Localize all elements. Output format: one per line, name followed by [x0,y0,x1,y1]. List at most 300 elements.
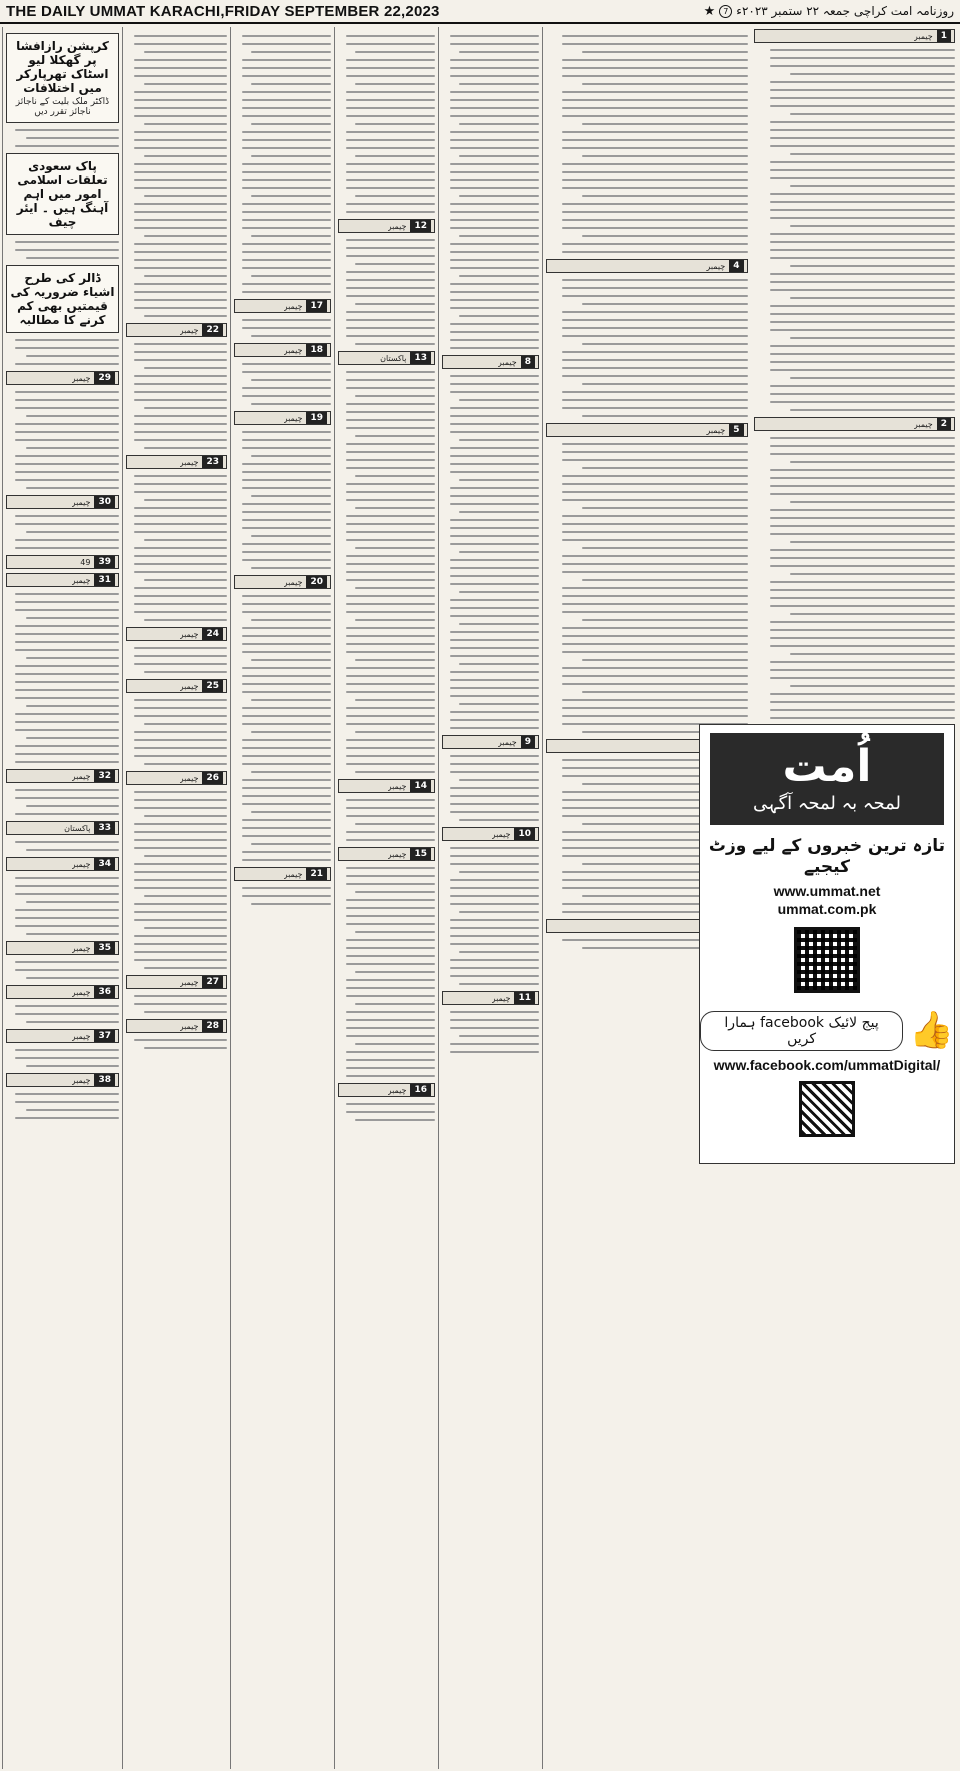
text-line [346,867,435,869]
text-line [450,99,539,101]
text-line [15,753,119,755]
text-line [450,1027,539,1029]
text-line [242,519,331,521]
text-line [134,823,227,825]
text-line [15,431,119,433]
text-line [15,797,119,799]
text-line [242,43,331,45]
text-line [15,347,119,349]
text-line [346,651,435,653]
text-line [450,763,539,765]
text-line [450,1051,539,1053]
text-line [26,977,119,979]
text-line [15,1013,119,1015]
text-line [346,915,435,917]
notice-number: 22 [202,324,223,336]
text-line [450,291,539,293]
text-line [450,927,539,929]
text-line [770,89,955,91]
notice-item [234,867,331,905]
notice-item [442,991,539,1053]
text-line [450,503,539,505]
notice-item [234,343,331,405]
text-line [450,283,539,285]
text-line [134,879,227,881]
text-line [562,399,747,401]
text-line [346,499,435,501]
text-line [459,703,539,705]
notice-title: چیمبر [71,575,91,585]
text-line [450,219,539,221]
text-line [242,99,331,101]
text-line [26,657,119,659]
text-line [450,943,539,945]
text-line [459,951,539,953]
text-line [242,395,331,397]
notice-number: 15 [410,848,431,860]
notice-title: چیمبر [179,681,199,691]
text-line [26,531,119,533]
text-line [15,813,119,815]
notice-item [338,351,435,773]
text-line [346,1035,435,1037]
text-line [134,903,227,905]
text-line [459,911,539,913]
text-line [15,1093,119,1095]
text-line [251,731,331,733]
notice-number: 9 [521,736,535,748]
text-line [134,259,227,261]
text-line [242,511,331,513]
text-line [242,779,331,781]
text-line [134,391,227,393]
ummat-logo [710,733,944,825]
headline-box-3 [6,265,119,333]
text-line [770,145,955,147]
text-line [450,679,539,681]
text-line [450,719,539,721]
text-line [346,715,435,717]
text-line [450,863,539,865]
text-line [346,1059,435,1061]
text-line [242,243,331,245]
text-line [790,225,955,227]
qr-code-icon [794,927,860,993]
notice-item [126,323,227,449]
text-line [15,713,119,715]
text-line [26,933,119,935]
headline-box-2 [6,153,119,235]
text-line [450,795,539,797]
text-line [346,211,435,213]
text-line [450,1019,539,1021]
text-line [242,895,331,897]
text-line [450,727,539,729]
notice-number: 31 [94,574,115,586]
notice-title: چیمبر [179,325,199,335]
text-line [346,947,435,949]
text-line [459,155,539,157]
notice-number: 25 [202,680,223,692]
website-link-2[interactable]: ummat.com.pk [777,901,877,917]
text-line [790,73,955,75]
text-line [134,35,227,37]
notice-title: چیمبر [497,737,517,747]
text-line [242,471,331,473]
notice-item [754,29,956,411]
text-line [15,439,119,441]
notice-title: چیمبر [71,373,91,383]
headline-text: ڈالر کی طرح اشیاء ضروریہ کی قیمتیں بھی کم کرنے کا مطالبہ [10,271,115,327]
text-line [562,351,747,353]
text-line [459,275,539,277]
text-line [15,423,119,425]
text-line [355,83,435,85]
text-line [790,153,955,155]
text-line [242,487,331,489]
text-line [450,471,539,473]
text-line [242,163,331,165]
text-line [15,129,119,131]
text-line [134,755,227,757]
text-line [770,549,955,551]
notice-number: 11 [514,992,535,1004]
text-line [562,43,747,45]
text-line [450,331,539,333]
text-line [134,343,227,345]
text-line [450,687,539,689]
notice-number: 39 [94,556,115,568]
text-line [562,611,747,613]
text-line [242,707,331,709]
text-line [562,219,747,221]
text-line [251,843,331,845]
text-line [242,803,331,805]
text-line [346,995,435,997]
text-line [582,619,747,621]
text-line [450,67,539,69]
text-line [26,487,119,489]
facebook-like-text: ہمارا facebook پیج لائیک کریں [700,1011,903,1051]
text-line [562,635,747,637]
website-link[interactable]: www.ummat.net [773,883,881,899]
text-line [346,1011,435,1013]
text-line [26,805,119,807]
text-line [355,155,435,157]
text-line [562,555,747,557]
text-line [450,755,539,757]
text-line [450,187,539,189]
circle-number-icon: 7 [719,5,732,18]
text-line [582,547,747,549]
column-5 [438,27,542,1769]
text-line [562,107,747,109]
text-line [26,617,119,619]
text-line [770,445,955,447]
text-line [242,851,331,853]
text-line [134,1003,227,1005]
text-line [134,227,227,229]
text-line [450,211,539,213]
text-line [242,827,331,829]
text-line [134,375,227,377]
text-line [450,967,539,969]
text-line [450,903,539,905]
text-line [355,263,435,265]
text-line [346,571,435,573]
text-line [144,499,227,501]
text-line [770,581,955,583]
notice-item [126,455,227,621]
notice-number: 38 [94,1074,115,1086]
text-line [770,533,955,535]
text-line [459,235,539,237]
text-line [459,551,539,553]
notice-title: چیمبر [706,261,726,271]
text-line [134,359,227,361]
text-line [770,589,955,591]
text-line [15,407,119,409]
text-line [770,97,955,99]
text-line [15,609,119,611]
text-line [134,131,227,133]
text-line [242,675,331,677]
text-line [134,483,227,485]
text-line [134,163,227,165]
notice-item [338,1083,435,1121]
text-line [15,1117,119,1119]
text-line [459,315,539,317]
notice-title: چیمبر [283,869,303,879]
text-line [346,539,435,541]
text-line [15,1005,119,1007]
text-line [770,329,955,331]
facebook-link[interactable]: www.facebook.com/ummatDigital/ [713,1057,941,1073]
text-line [15,745,119,747]
text-line [346,763,435,765]
text-line [242,683,331,685]
text-line [144,579,227,581]
text-line [346,611,435,613]
text-line [346,163,435,165]
text-line [134,995,227,997]
text-line [770,321,955,323]
notice-item [6,1029,119,1067]
text-line [450,91,539,93]
text-line [346,371,435,373]
text-line [450,203,539,205]
text-line [450,339,539,341]
text-line [562,451,747,453]
text-line [450,543,539,545]
thumbs-up-icon: 👍 [909,1010,954,1051]
headline-box-1 [6,33,119,123]
text-line [134,951,227,953]
text-line [242,447,331,449]
text-line [134,147,227,149]
notice-title: پاکستان [64,823,91,833]
text-line [770,169,955,171]
text-line [242,439,331,441]
text-line [770,129,955,131]
text-line [15,681,119,683]
text-line [134,715,227,717]
text-line [346,35,435,37]
text-line [770,281,955,283]
text-line [770,717,955,719]
text-line [355,771,435,773]
text-line [134,523,227,525]
text-line [15,539,119,541]
text-line [242,723,331,725]
notice-number: 33 [94,822,115,834]
text-line [242,551,331,553]
text-line [450,887,539,889]
text-line [582,659,747,661]
text-line [242,627,331,629]
text-line [562,643,747,645]
text-line [15,893,119,895]
text-line [346,379,435,381]
text-line [450,959,539,961]
text-line [582,507,747,509]
notice-item [6,555,119,569]
text-line [562,335,747,337]
text-line [134,663,227,665]
text-line [450,227,539,229]
text-line [770,669,955,671]
text-line [770,557,955,559]
text-line [562,179,747,181]
text-line [144,1011,227,1013]
text-line [251,495,331,497]
text-line [134,887,227,889]
text-line [562,563,747,565]
text-line [346,131,435,133]
text-line [346,187,435,189]
text-line [346,531,435,533]
text-line [450,59,539,61]
text-line [144,155,227,157]
text-line [242,715,331,717]
text-line [355,343,435,345]
text-line [134,739,227,741]
notice-title: چیمبر [491,829,511,839]
text-line [459,663,539,665]
text-line [134,1039,227,1041]
text-line [251,903,331,905]
notice-number: 1 [937,30,951,42]
text-line [562,499,747,501]
text-line [562,163,747,165]
text-line [134,491,227,493]
text-line [562,627,747,629]
text-line [562,515,747,517]
text-line [346,459,435,461]
text-line [15,547,119,549]
text-line [15,593,119,595]
text-line [355,123,435,125]
text-line [770,453,955,455]
text-line [770,193,955,195]
text-line [242,139,331,141]
text-line [450,583,539,585]
text-line [450,647,539,649]
text-line [144,123,227,125]
text-line [134,431,227,433]
text-line [790,185,955,187]
text-line [251,811,331,813]
text-line [770,313,955,315]
text-line [346,755,435,757]
text-line [134,863,227,865]
text-line [26,901,119,903]
text-line [251,567,331,569]
text-line [134,731,227,733]
text-line [134,935,227,937]
text-line [26,447,119,449]
text-line [770,605,955,607]
text-line [770,393,955,395]
text-line [562,531,747,533]
text-line [26,849,119,851]
text-line [582,415,747,417]
text-line [355,891,435,893]
notice-item [126,1019,227,1049]
text-line [770,525,955,527]
text-line [562,475,747,477]
notice-title: 49 [80,557,91,567]
text-line [15,523,119,525]
text-line [459,779,539,781]
text-line [450,259,539,261]
text-line [346,923,435,925]
text-line [346,295,435,297]
text-line [144,195,227,197]
text-line [346,311,435,313]
text-line [15,917,119,919]
text-line [450,847,539,849]
text-line [450,139,539,141]
text-line [582,383,747,385]
text-line [562,683,747,685]
text-line [562,707,747,709]
text-line [134,871,227,873]
text-line [346,1067,435,1069]
text-line [562,327,747,329]
text-line [134,415,227,417]
notice-item [338,779,435,841]
text-line [144,619,227,621]
text-line [346,963,435,965]
text-line [251,123,331,125]
notice-title: چیمبر [283,413,303,423]
text-line [355,507,435,509]
notice-title: چیمبر [71,859,91,869]
text-line [770,517,955,519]
text-line [562,91,747,93]
notice-item [6,857,119,935]
notice-title: چیمبر [71,943,91,953]
text-line [346,747,435,749]
notice-number: 37 [94,1030,115,1042]
text-line [251,403,331,405]
text-line [346,839,435,841]
text-line [242,755,331,757]
text-line [562,67,747,69]
text-line [355,303,435,305]
text-line [562,483,747,485]
